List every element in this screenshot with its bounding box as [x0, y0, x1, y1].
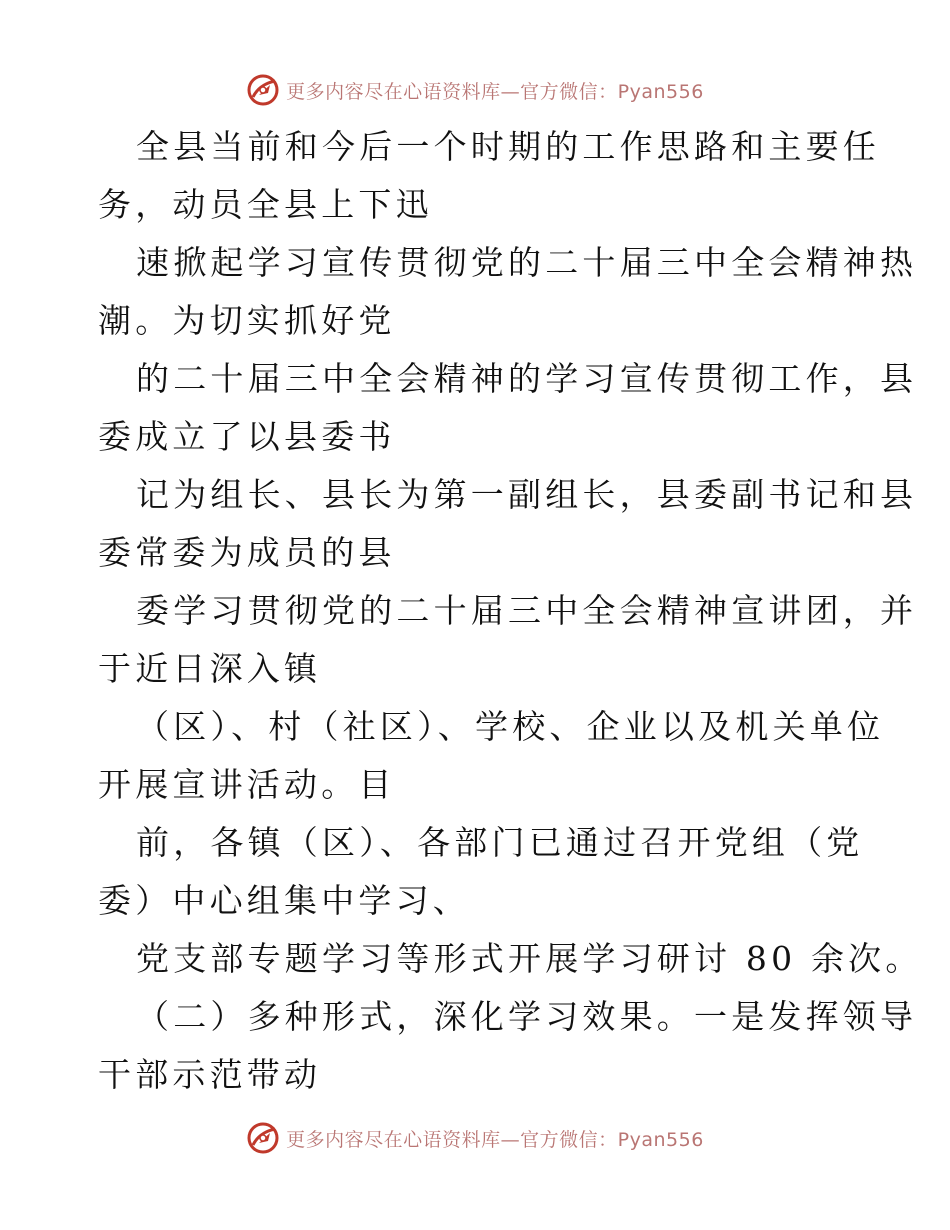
logo-icon — [246, 1121, 280, 1155]
header-watermark-text — [286, 77, 704, 104]
body-line: 于近日深入镇 — [98, 649, 322, 688]
header-watermark-main: 更多内容尽在心语资料库 — [286, 80, 501, 103]
footer-watermark-wechat: 官方微信：Pyan556 — [520, 1128, 704, 1151]
body-line: 开展宣讲活动。目 — [98, 765, 396, 804]
body-line: （二）多种形式，深化学习效果。一是发挥领导 — [136, 997, 918, 1036]
footer-watermark-main: 更多内容尽在心语资料库 — [286, 1128, 501, 1151]
footer-watermark-dash: — — [500, 1128, 521, 1151]
body-line: 潮。为切实抓好党 — [98, 301, 396, 340]
body-line: 速掀起学习宣传贯彻党的二十届三中全会精神热 — [136, 243, 918, 282]
body-line: 前，各镇（区）、各部门已通过召开党组（党 — [136, 823, 864, 862]
body-line: 委学习贯彻党的二十届三中全会精神宣讲团，并 — [136, 591, 918, 630]
footer-watermark — [0, 1118, 950, 1158]
footer-watermark-text — [286, 1125, 704, 1152]
body-line: 全县当前和今后一个时期的工作思路和主要任 — [136, 127, 880, 166]
body-line: 的二十届三中全会精神的学习宣传贯彻工作，县 — [136, 359, 918, 398]
header-watermark-dash: — — [500, 80, 521, 103]
body-line: 党支部专题学习等形式开展学习研讨 80 余次。 — [136, 939, 923, 978]
body-line: 干部示范带动 — [98, 1055, 322, 1094]
header-watermark — [0, 70, 950, 110]
body-line: 委常委为成员的县 — [98, 533, 396, 572]
header-watermark-wechat: 官方微信：Pyan556 — [520, 80, 704, 103]
body-line: 委）中心组集中学习、 — [98, 881, 470, 920]
body-line: 委成立了以县委书 — [98, 417, 396, 456]
body-line: 务，动员全县上下迅 — [98, 185, 433, 224]
body-line: （区）、村（社区）、学校、企业以及机关单位 — [136, 707, 885, 746]
logo-icon — [246, 73, 280, 107]
body-line: 记为组长、县长为第一副组长，县委副书记和县 — [136, 475, 918, 514]
